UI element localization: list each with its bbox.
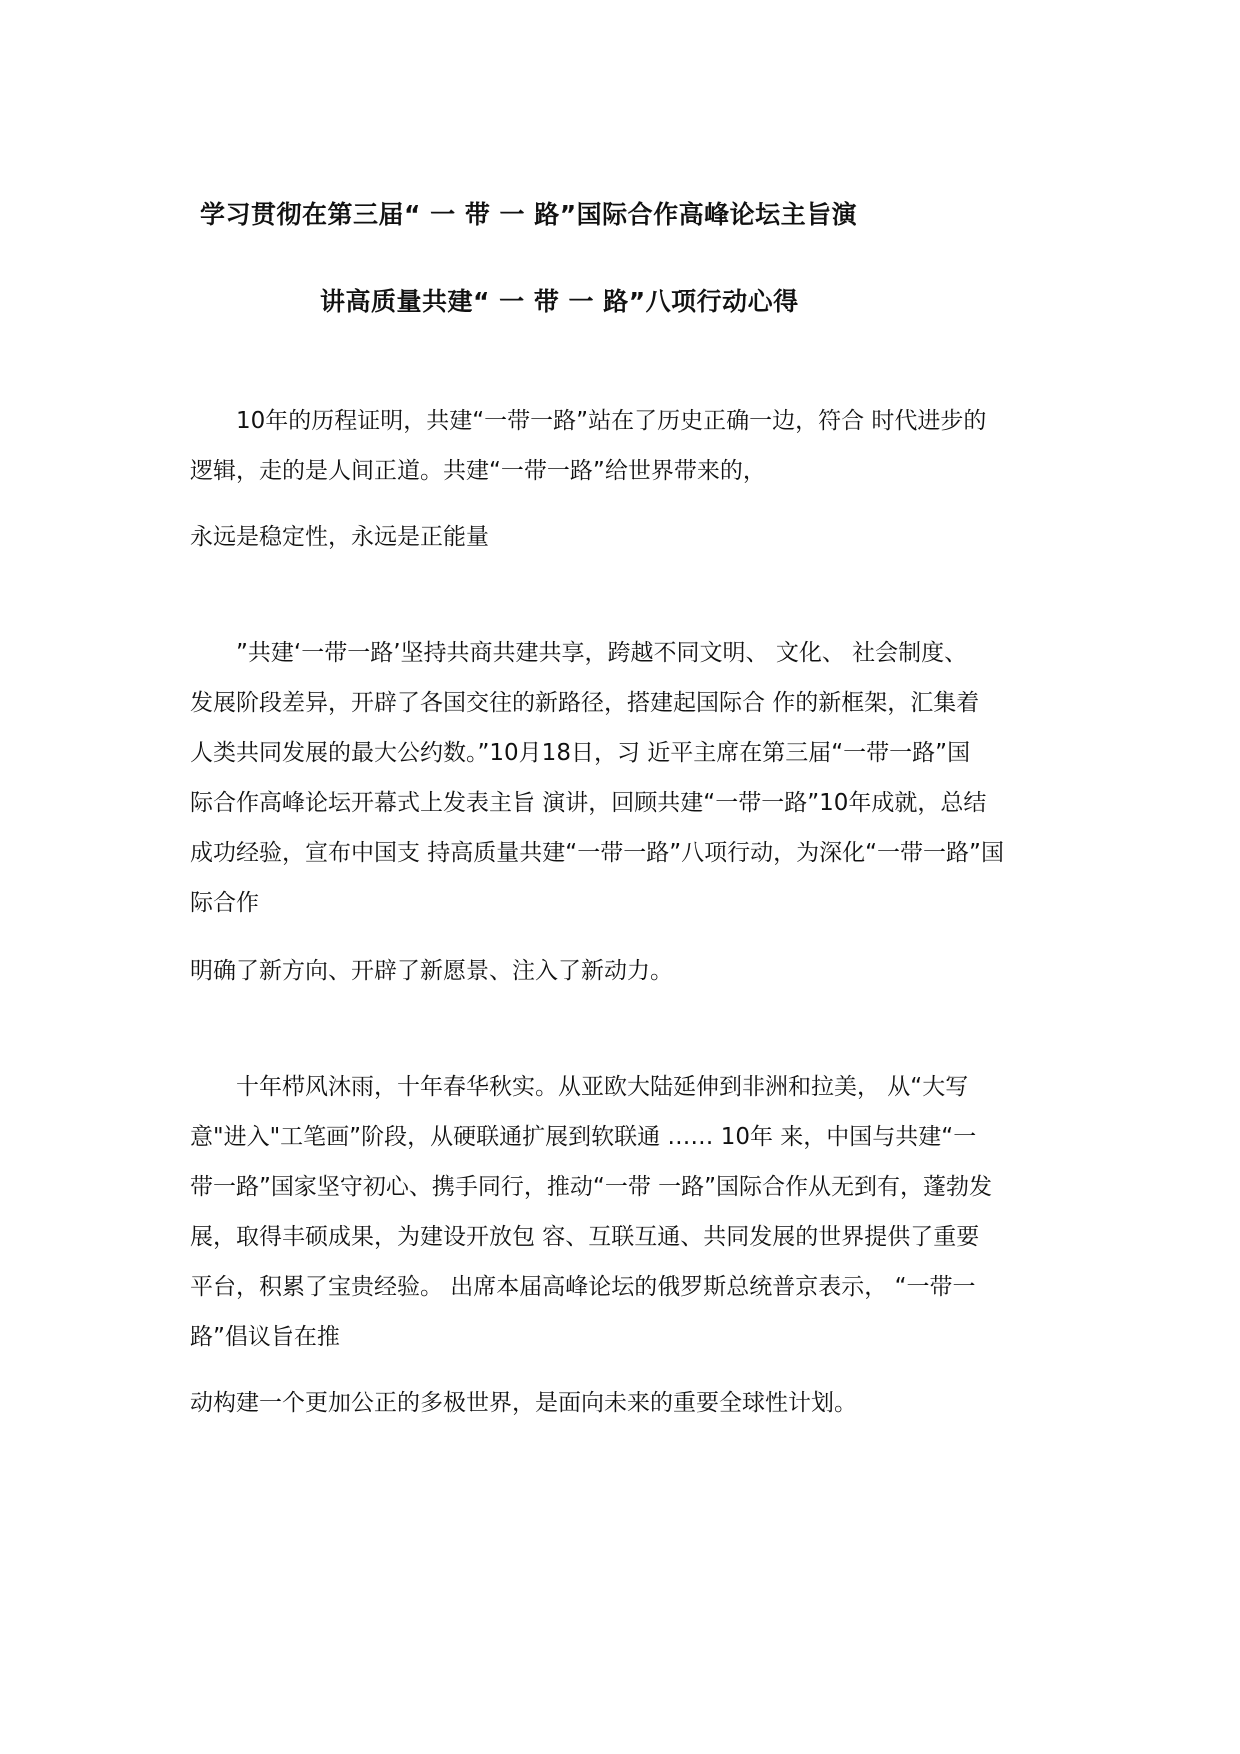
paragraph-1-line-3: 永远是稳定性，永远是正能量 bbox=[190, 524, 489, 550]
paragraph-3-line-7: 动构建一个更加公正的多极世界，是面向未来的重要全球性计划。 bbox=[190, 1390, 857, 1416]
paragraph-2-line-7: 明确了新方向、开辟了新愿景、注入了新动力。 bbox=[190, 958, 673, 984]
title-line-2: 讲高质量共建“ 一 带 一 路”八项行动心得 bbox=[320, 287, 799, 316]
paragraph-2-line-2: 发展阶段差异，开辟了各国交往的新路径，搭建起国际合 作的新框架，汇集着 bbox=[190, 690, 980, 716]
paragraph-3-line-2: 意"进入"工笔画”阶段，从硬联通扩展到软联通 …… 10年 来，中国与共建“一 bbox=[190, 1124, 977, 1150]
paragraph-2-line-5: 成功经验，宣布中国支 持高质量共建“一带一路”八项行动，为深化“一带一路”国 bbox=[190, 840, 1004, 866]
title-line-1: 学习贯彻在第三届“ 一 带 一 路”国际合作高峰论坛主旨演 bbox=[200, 200, 858, 229]
paragraph-3-line-3: 带一路”国家坚守初心、携手同行，推动“一带 一路”国际合作从无到有，蓬勃发 bbox=[190, 1174, 993, 1200]
paragraph-2-line-4: 际合作高峰论坛开幕式上发表主旨 演讲，回顾共建“一带一路”10年成就，总结 bbox=[190, 790, 987, 816]
paragraph-2-line-1: ”共建‘一带一路’坚持共商共建共享，跨越不同文明、 文化、 社会制度、 bbox=[190, 640, 968, 666]
paragraph-2-line-6: 际合作 bbox=[190, 890, 259, 916]
paragraph-2-line-3: 人类共同发展的最大公约数。”10月18日，习 近平主席在第三届“一带一路”国 bbox=[190, 740, 971, 766]
paragraph-3-line-5: 平台，积累了宝贵经验。 出席本届高峰论坛的俄罗斯总统普京表示， “一带一 bbox=[190, 1274, 976, 1300]
paragraph-3-line-6: 路”倡议旨在推 bbox=[190, 1324, 340, 1350]
paragraph-3-line-1: 十年栉风沐雨，十年春华秋实。从亚欧大陆延伸到非洲和拉美， 从“大写 bbox=[190, 1074, 969, 1100]
paragraph-1-line-1: 10年的历程证明，共建“一带一路”站在了历史正确一边，符合 时代进步的 bbox=[190, 408, 987, 434]
paragraph-1-line-2: 逻辑，走的是人间正道。共建“一带一路”给世界带来的， bbox=[190, 458, 766, 484]
paragraph-3-line-4: 展，取得丰硕成果，为建设开放包 容、互联互通、共同发展的世界提供了重要 bbox=[190, 1224, 980, 1250]
